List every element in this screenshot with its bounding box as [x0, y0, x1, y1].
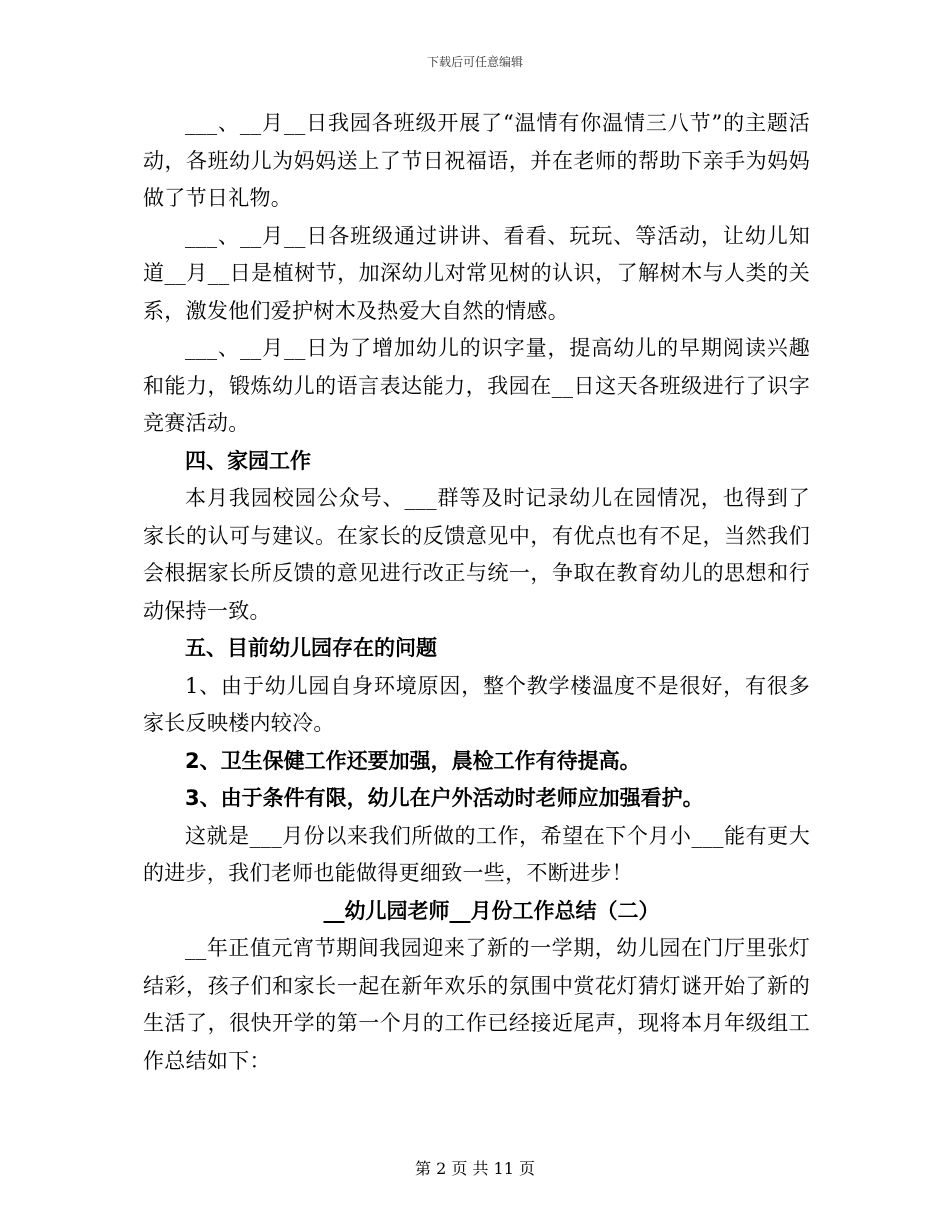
paragraph-problem-1: 1、由于幼儿园自身环境原因，整个教学楼温度不是很好，有很多家长反映楼内较冷。	[143, 673, 810, 735]
paragraph-arbor-day: ___、__月__日各班级通过讲讲、看看、玩玩、等活动，让幼儿知道__月__日是植树节，加深幼儿对常见树的认识，了解树木与人类的关系，激发他们爱护树木及热爱大自然的情感。	[143, 223, 810, 323]
paragraph-problem-3: 3、由于条件有限，幼儿在户外活动时老师应加强看护。	[185, 786, 704, 810]
paragraph-problem-2: 2、卫生保健工作还要加强，晨检工作有待提高。	[185, 748, 641, 773]
section-heading-problems: 五、目前幼儿园存在的问题	[185, 636, 437, 660]
document-title-part-2: __幼儿园老师__月份工作总结（二）	[323, 898, 660, 923]
page-footer: 第 2 页 共 11 页	[415, 1159, 535, 1178]
page-header: 下载后可任意编辑	[426, 55, 523, 69]
paragraph-home-school: 本月我园校园公众号、___群等及时记录幼儿在园情况，也得到了家长的认可与建议。在家长的反馈意见中，有优点也有不足，当然我们会根据家长所反馈的意见进行改正与统一，争取在教育幼儿的思想和行动保持一致。	[143, 486, 810, 623]
paragraph-literacy-contest: ___、__月__日为了增加幼儿的识字量，提高幼儿的早期阅读兴趣和能力，锻炼幼儿的语言表达能力，我园在__日这天各班级进行了识字竞赛活动。	[143, 336, 810, 435]
section-heading-home-school: 四、家园工作	[185, 448, 311, 473]
paragraph-womens-day: ___、__月__日我园各班级开展了“温情有你温情三八节”的主题活动，各班幼儿为妈妈送上了节日祝福语，并在老师的帮助下亲手为妈妈做了节日礼物。	[143, 111, 810, 210]
paragraph-intro-part-2: __年正值元宵节期间我园迎来了新的一学期，幼儿园在门厅里张灯结彩，孩子们和家长一起在新年欢乐的氛围中赏花灯猜灯谜开始了新的生活了，很快开学的第一个月的工作已经接近尾声，现将本月年级组工作总结如下：	[143, 936, 810, 1073]
paragraph-conclusion: 这就是___月份以来我们所做的工作，希望在下个月小___能有更大的进步，我们老师也能做得更细致一些，不断进步！	[143, 823, 810, 885]
document-body	[143, 105, 810, 1080]
